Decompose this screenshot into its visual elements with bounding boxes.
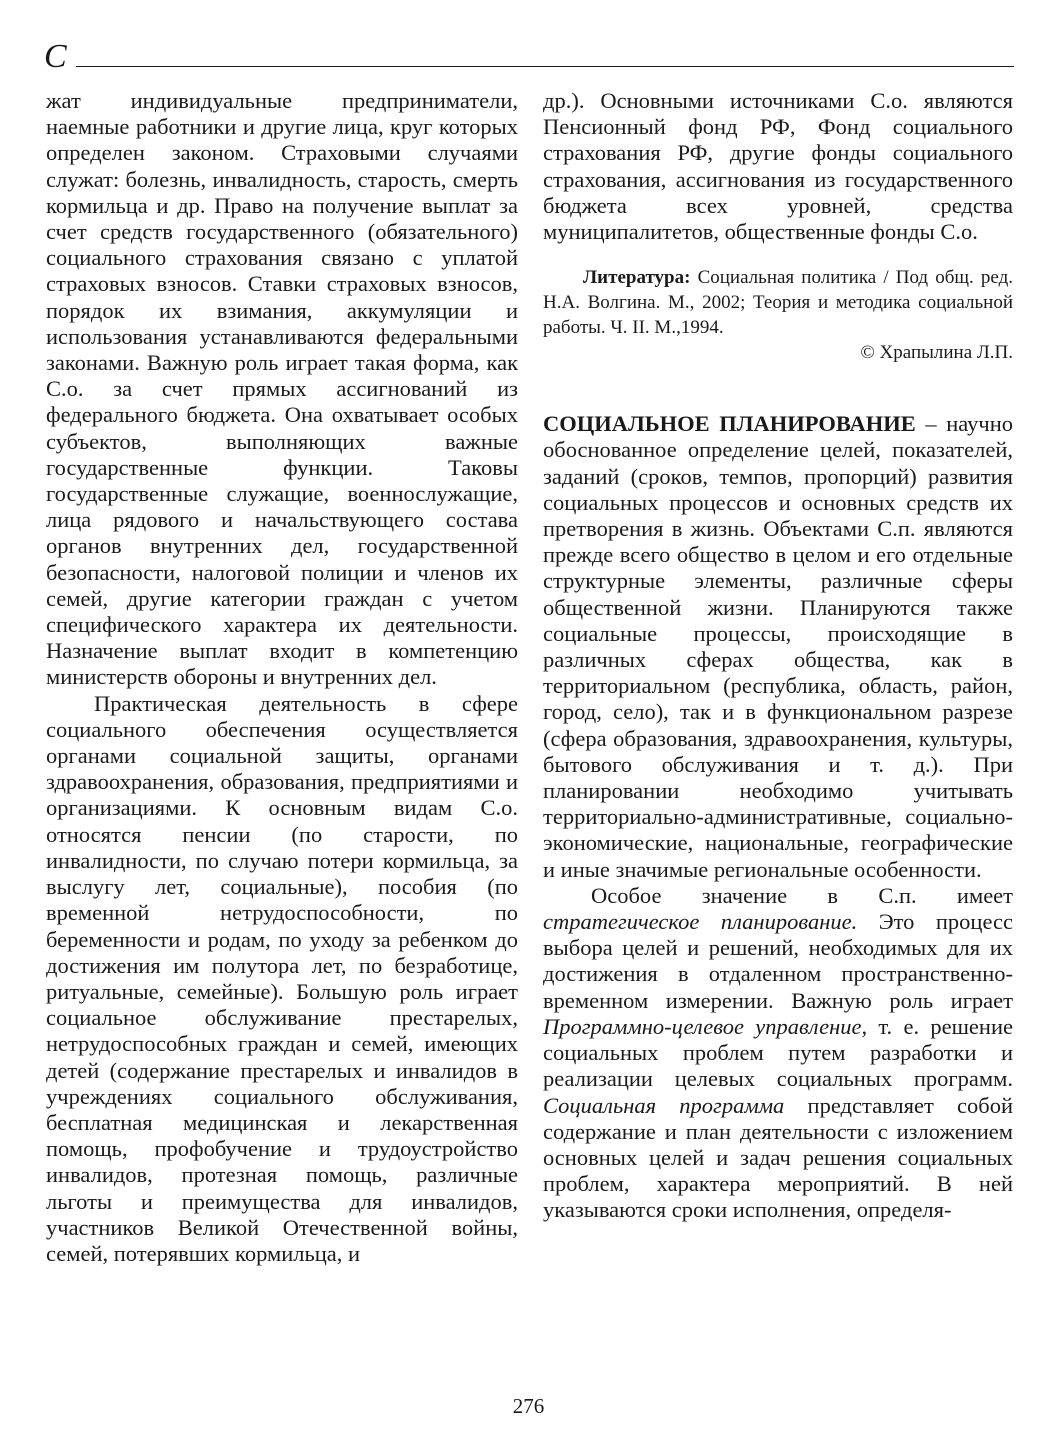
literature-text: Социальная политика / Под общ. ред. Н.А. Волгина. М., 2002; Теория и методика социальной работы. Ч. II. М.,1994. — [543, 267, 1013, 339]
entry-spacer — [543, 365, 1013, 411]
section-letter: С — [44, 38, 67, 75]
entry-definition-text: – научно обоснованное определение целей, показателей, заданий (сроков, темпов, пропорций) развития социальных процессов и основных средств их претворения в жизнь. Объектами С.п. являются прежде всего общество в целом и его отдельные структурные элементы, различные сферы общественной жизни. Планируются также социальные процессы, происходящие в различных сферах общества, как в территориальном (республика, область, район, город, село), так и в функциональном разрезе (сфера образования, здравоохранения, культуры, бытового обслуживания и т. д.). При планировании необходимо учитывать территориально-административные, социально-экономические, национальные, географические и иные значимые региональные особенности. — [543, 411, 1013, 882]
literature-label: Литература: — [583, 267, 691, 289]
text-run: Особое значение в С.п. имеет — [591, 882, 1013, 908]
paragraph-right-1: др.). Основными источниками С.о. являются Пенсионный фонд РФ, Фонд социального страхования РФ, другие фонды социального страхования, ассигнования из государственного бюджета всех уровней, средства муниципалитетов, общественные фонды С.о. — [543, 88, 1013, 245]
italic-term: стратегическое планирование. — [543, 909, 858, 935]
paragraph-left-1: жат индивидуальные предприниматели, наемные работники и другие лица, круг которых определен законом. Страховыми случаями служат: болезнь, инвалидность, старость, смерть кормильца и др. Право на получение выплат за счет средств государственного (обязательного) социального страхования связано с уплатой страховых взносов. Ставки страховых взносов, порядок их взимания, аккумуляции и использования устанавливаются федеральными законами. Важную роль играет такая форма, как С.о. за счет прямых ассигнований из федерального бюджета. Она охватывает особых субъектов, выполняющих важные государственные функции. Таковы государственные служащие, военнослужащие, лица рядового и начальствующего состава органов внутренних дел, государственной безопасности, налоговой полиции и членов их семей, другие категории граждан с учетом специфического характера их деятельности. Назначение выплат входит в компетенцию министерств обороны и внутренних дел. — [46, 88, 518, 690]
header-rule — [76, 66, 1014, 67]
author: © Храпылина Л.П. — [860, 342, 1013, 364]
left-column — [46, 88, 518, 1267]
page-number: 276 — [512, 1394, 545, 1418]
literature — [543, 265, 1013, 340]
paragraph-right-3 — [543, 883, 1013, 1224]
text-run: Это процесс выбора целей и решений, необходимых для их достижения в отдаленном пространственно-временном измерении. Важную роль играет — [543, 909, 1013, 1013]
text-run: т. е. решение социальных проблем путем разработки и реализации целевых социальных программ. — [543, 1013, 1013, 1092]
right-column — [543, 88, 1013, 1224]
entry-heading: СОЦИАЛЬНОЕ ПЛАНИРОВАНИЕ — [543, 411, 916, 437]
paragraph-left-2: Практическая деятельность в сфере социального обеспечения осуществляется органами социальной защиты, органами здравоохранения, образования, предприятиями и организациями. К основным видам С.о. относятся пенсии (по старости, по инвалидности, по случаю потери кормильца, за выслугу лет, социальные), пособия (по временной нетрудоспособности, по беременности и родам, по уходу за ребенком до достижения им полутора лет, по безработице, ритуальные, семейные). Большую роль играет социальное обслуживание престарелых, нетрудоспособных граждан и семей, имеющих детей (содержание престарелых и инвалидов в учреждениях социального обслуживания, бесплатная медицинская и лекарственная помощь, профобучение и трудоустройство инвалидов, протезная помощь, различные льготы и преимущества для инвалидов, участников Великой Отечественной войны, семей, потерявших кормильца, и — [46, 690, 518, 1266]
italic-term: Программно-целевое управление, — [543, 1013, 868, 1039]
italic-term: Социальная программа — [543, 1092, 785, 1118]
text-run: представляет собой содержание и план деятельности с изложением основных целей и задач решения социальных проблем, характера мероприятий. В ней указываются сроки исполнения, определя- — [543, 1092, 1013, 1223]
entry-definition — [543, 411, 1013, 883]
